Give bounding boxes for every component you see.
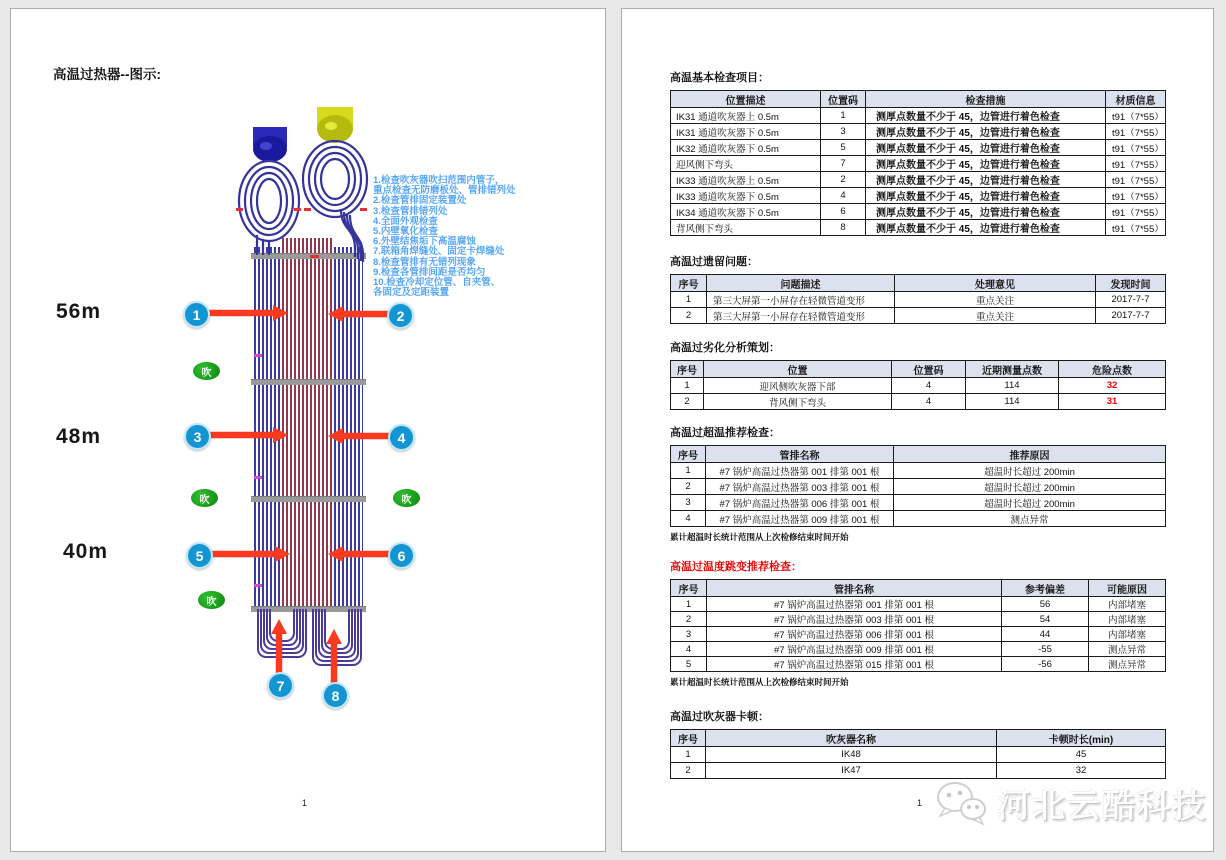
table-cell: #7 锅炉高温过热器第 006 排第 001 根 — [706, 495, 894, 511]
table-cell: 56 — [1002, 597, 1089, 612]
diagram-marker-6: 6 — [388, 542, 415, 569]
column-header: 序号 — [671, 580, 707, 597]
table-header-row — [671, 275, 1166, 292]
table-cell: #7 锅炉高温过热器第 003 排第 001 根 — [706, 479, 894, 495]
column-header: 序号 — [671, 361, 704, 378]
table-cell: IK47 — [706, 763, 997, 779]
inspection-note-line: 6.外壁结焦垢下高温腐蚀 — [373, 236, 476, 248]
section-title: 高温过劣化分析策划： — [670, 342, 780, 354]
table-cell: IK33 通道吹灰器下 0.5m — [671, 188, 821, 204]
column-header: 序号 — [671, 446, 706, 463]
table-row — [671, 763, 1166, 779]
bottom-bends-left — [258, 609, 306, 657]
table-cell: 5 — [671, 657, 707, 672]
table-cell: 2017-7-7 — [1096, 292, 1166, 308]
table-cell: 3 — [671, 627, 707, 642]
table-cell: IK31 通道吹灰器下 0.5m — [671, 124, 821, 140]
table-cell: 3 — [671, 495, 706, 511]
column-header: 危险点数 — [1059, 361, 1166, 378]
blow-badge: 吹 — [191, 489, 218, 507]
table-cell: 4 — [892, 378, 966, 394]
table-header-row — [671, 580, 1166, 597]
column-header: 检查措施 — [866, 91, 1106, 108]
table-cell: 2 — [671, 763, 706, 779]
table-row — [671, 657, 1166, 672]
inspection-notes — [373, 176, 569, 298]
table-cell: 重点关注 — [895, 292, 1096, 308]
table-cell: 1 — [671, 292, 707, 308]
table-cell: 测厚点数量不少于 45，边管进行着色检查 — [866, 140, 1106, 156]
table-row — [671, 495, 1166, 511]
inspection-note-line: 各固定及定距装置 — [373, 287, 450, 299]
inspection-note-line: 7.联箱角焊缝处、固定卡焊缝处 — [373, 246, 505, 258]
section-title: 高温基本检查项目： — [670, 72, 769, 84]
table-cell: 5 — [821, 140, 866, 156]
inspection-note-line: 重点检查无防磨板处、管排错列处 — [373, 185, 516, 197]
blow-badge: 吹 — [193, 362, 220, 380]
page-number: 1 — [917, 798, 923, 808]
table-cell: 测点异常 — [894, 511, 1166, 527]
tube-bundle-middle — [282, 238, 334, 611]
table-row — [671, 479, 1166, 495]
section-overtemp-recommend — [670, 424, 1165, 543]
column-header: 序号 — [671, 730, 706, 747]
table-cell: t91（7*55） — [1106, 188, 1166, 204]
support-band — [251, 496, 366, 502]
section-title: 高温过吹灰器卡顿： — [670, 711, 769, 723]
column-header: 处理意见 — [895, 275, 1096, 292]
table-cell: 1 — [671, 463, 706, 479]
table-cell: 4 — [671, 511, 706, 527]
table-cell: 2 — [821, 172, 866, 188]
inspection-note-line: 10.检查冷却定位管、自夹管、 — [373, 277, 501, 289]
degradation-analysis-table — [670, 360, 1166, 410]
table-cell: t91（7*55） — [1106, 172, 1166, 188]
table-cell: -55 — [1002, 642, 1089, 657]
column-header: 位置码 — [821, 91, 866, 108]
table-row — [671, 308, 1166, 324]
page-number: 1 — [302, 798, 308, 808]
table-row — [671, 378, 1166, 394]
table-row — [671, 747, 1166, 763]
table-row — [671, 108, 1166, 124]
table-cell: IK34 通道吹灰器下 0.5m — [671, 204, 821, 220]
table-cell: IK33 通道吹灰器上 0.5m — [671, 172, 821, 188]
diagram-marker-5: 5 — [186, 542, 213, 569]
page-left — [10, 8, 606, 852]
column-header: 吹灰器名称 — [706, 730, 997, 747]
inspection-note-line: 3.检查管排错列处 — [373, 205, 448, 217]
table-cell: 2017-7-7 — [1096, 308, 1166, 324]
table-row — [671, 463, 1166, 479]
inspection-note-line: 8.检查管排有无错列现象 — [373, 256, 476, 268]
diagram-marker-3: 3 — [184, 423, 211, 450]
table-cell: 测厚点数量不少于 45，边管进行着色检查 — [866, 188, 1106, 204]
elevation-label-56m: 56m — [56, 300, 102, 323]
section-sootblower-stall — [670, 708, 1165, 779]
support-band — [251, 253, 366, 259]
basic-inspection-table — [670, 90, 1166, 236]
elevation-label-40m: 40m — [63, 540, 109, 563]
page-right — [621, 8, 1214, 852]
table-cell: 内部堵塞 — [1089, 612, 1166, 627]
elevation-label-48m: 48m — [56, 425, 102, 448]
table-cell: 2 — [671, 308, 707, 324]
diagram-marker-7: 7 — [267, 672, 294, 699]
column-header: 问题描述 — [707, 275, 895, 292]
table-cell: 背风侧下弯头 — [704, 394, 892, 410]
table-cell: IK48 — [706, 747, 997, 763]
table-header-row — [671, 730, 1166, 747]
tube-bundle-right — [334, 247, 363, 611]
table-cell: 1 — [821, 108, 866, 124]
table-cell: 114 — [966, 378, 1059, 394]
table-cell: 45 — [997, 747, 1166, 763]
table-footnote: 累计超温时长统计范围从上次检修结束时间开始 — [670, 677, 849, 687]
table-row — [671, 172, 1166, 188]
section-temp-jump-recommend — [670, 558, 1165, 688]
table-cell: 测厚点数量不少于 45，边管进行着色检查 — [866, 172, 1106, 188]
table-row — [671, 188, 1166, 204]
table-cell: 测厚点数量不少于 45，边管进行着色检查 — [866, 108, 1106, 124]
table-cell: 测厚点数量不少于 45，边管进行着色检查 — [866, 124, 1106, 140]
table-cell: 32 — [1059, 378, 1166, 394]
legacy-issues-table — [670, 274, 1166, 324]
section-basic-inspection — [670, 69, 1165, 236]
header-drum-blue — [253, 127, 287, 162]
table-cell: 1 — [671, 597, 707, 612]
table-cell: 测厚点数量不少于 45，边管进行着色检查 — [866, 204, 1106, 220]
table-cell: 4 — [821, 188, 866, 204]
table-cell: #7 锅炉高温过热器第 006 排第 001 根 — [707, 627, 1002, 642]
inspection-note-line: 1.检查吹灰器吹扫范围内管子， — [373, 175, 505, 186]
column-header: 发现时间 — [1096, 275, 1166, 292]
table-cell: 2 — [671, 479, 706, 495]
table-cell: 1 — [671, 378, 704, 394]
table-cell: 第三大屏第一小屏存在轻微管道变形 — [707, 292, 895, 308]
section-title: 高温过温度跳变推荐检查： — [670, 561, 802, 573]
table-row — [671, 642, 1166, 657]
column-header: 卡顿时长(min) — [997, 730, 1166, 747]
support-band — [251, 379, 366, 385]
support-band — [251, 606, 366, 612]
table-cell: 迎风侧吹灰器下部 — [704, 378, 892, 394]
table-cell: 内部堵塞 — [1089, 597, 1166, 612]
table-cell: 重点关注 — [895, 308, 1096, 324]
diagram-marker-4: 4 — [388, 424, 415, 451]
table-row — [671, 140, 1166, 156]
table-cell: 第三大屏第一小屏存在轻微管道变形 — [707, 308, 895, 324]
table-cell: t91（7*55） — [1106, 108, 1166, 124]
table-row — [671, 220, 1166, 236]
table-cell: 内部堵塞 — [1089, 627, 1166, 642]
table-cell: -56 — [1002, 657, 1089, 672]
section-title: 高温过超温推荐检查： — [670, 427, 780, 439]
blow-badge: 吹 — [393, 489, 420, 507]
table-row — [671, 292, 1166, 308]
sootblower-stall-table — [670, 729, 1166, 779]
page-title: 高温过热器--图示: — [53, 67, 161, 82]
column-header: 位置描述 — [671, 91, 821, 108]
inspection-note-line: 5.内壁氧化检查 — [373, 226, 438, 238]
temp-jump-recommend-table — [670, 579, 1166, 672]
column-header: 参考偏差 — [1002, 580, 1089, 597]
table-cell: 4 — [671, 642, 707, 657]
section-degradation-analysis — [670, 339, 1165, 410]
column-header: 位置码 — [892, 361, 966, 378]
diagram-marker-2: 2 — [387, 302, 414, 329]
table-cell: 6 — [821, 204, 866, 220]
table-cell: 7 — [821, 156, 866, 172]
overtemp-recommend-table — [670, 445, 1166, 527]
table-row — [671, 627, 1166, 642]
table-cell: 2 — [671, 612, 707, 627]
diagram-marker-8: 8 — [322, 682, 349, 709]
table-cell: 1 — [671, 747, 706, 763]
column-header: 可能原因 — [1089, 580, 1166, 597]
table-cell: #7 锅炉高温过热器第 003 排第 001 根 — [707, 612, 1002, 627]
table-cell: t91（7*55） — [1106, 156, 1166, 172]
column-header: 材质信息 — [1106, 91, 1166, 108]
table-row — [671, 511, 1166, 527]
table-cell: #7 锅炉高温过热器第 009 排第 001 根 — [706, 511, 894, 527]
table-cell: 超温时长超过 200min — [894, 495, 1166, 511]
table-cell: 32 — [997, 763, 1166, 779]
table-cell: 4 — [892, 394, 966, 410]
table-row — [671, 156, 1166, 172]
table-cell: t91（7*55） — [1106, 124, 1166, 140]
table-cell: 超温时长超过 200min — [894, 463, 1166, 479]
table-header-row — [671, 361, 1166, 378]
table-cell: t91（7*55） — [1106, 140, 1166, 156]
bottom-bends-right — [313, 609, 361, 665]
section-title: 高温过遗留问题： — [670, 256, 758, 268]
table-cell: #7 锅炉高温过热器第 009 排第 001 根 — [707, 642, 1002, 657]
column-header: 管排名称 — [706, 446, 894, 463]
table-cell: 44 — [1002, 627, 1089, 642]
column-header: 近期测量点数 — [966, 361, 1059, 378]
inspection-note-line: 9.检查各管排间距是否均匀 — [373, 266, 486, 278]
column-header: 推荐原因 — [894, 446, 1166, 463]
inspection-note-line: 4.全面外观检查 — [373, 215, 438, 227]
table-cell: 超温时长超过 200min — [894, 479, 1166, 495]
table-row — [671, 124, 1166, 140]
watermark-text: 河北云酷科技 — [997, 786, 1207, 824]
table-cell: #7 锅炉高温过热器第 015 排第 001 根 — [707, 657, 1002, 672]
table-cell: #7 锅炉高温过热器第 001 排第 001 根 — [707, 597, 1002, 612]
table-cell: 8 — [821, 220, 866, 236]
section-legacy-issues — [670, 253, 1165, 324]
column-header: 位置 — [704, 361, 892, 378]
table-cell: 31 — [1059, 394, 1166, 410]
table-row — [671, 394, 1166, 410]
header-drum-yellow — [317, 107, 353, 143]
column-header: 管排名称 — [707, 580, 1002, 597]
diagram-marker-1: 1 — [183, 301, 210, 328]
table-cell: 114 — [966, 394, 1059, 410]
table-header-row — [671, 446, 1166, 463]
tube-bundle-left — [254, 247, 282, 611]
table-cell: 测点异常 — [1089, 642, 1166, 657]
table-footnote: 累计超温时长统计范围从上次检修结束时间开始 — [670, 532, 849, 542]
table-cell: 迎风侧下弯头 — [671, 156, 821, 172]
table-cell: #7 锅炉高温过热器第 001 排第 001 根 — [706, 463, 894, 479]
table-cell: t91（7*55） — [1106, 204, 1166, 220]
table-cell: 测厚点数量不少于 45，边管进行着色检查 — [866, 220, 1106, 236]
table-cell: IK31 通道吹灰器上 0.5m — [671, 108, 821, 124]
table-row — [671, 204, 1166, 220]
table-cell: IK32 通道吹灰器下 0.5m — [671, 140, 821, 156]
inspection-note-line: 2.检查管排固定装置处 — [373, 195, 467, 207]
table-cell: 3 — [821, 124, 866, 140]
table-row — [671, 612, 1166, 627]
table-cell: 背风侧下弯头 — [671, 220, 821, 236]
blow-badge: 吹 — [198, 591, 225, 609]
table-cell: t91（7*55） — [1106, 220, 1166, 236]
table-cell: 54 — [1002, 612, 1089, 627]
table-cell: 2 — [671, 394, 704, 410]
table-cell: 测点异常 — [1089, 657, 1166, 672]
column-header: 序号 — [671, 275, 707, 292]
table-cell: 测厚点数量不少于 45，边管进行着色检查 — [866, 156, 1106, 172]
table-header-row — [671, 91, 1166, 108]
table-row — [671, 597, 1166, 612]
